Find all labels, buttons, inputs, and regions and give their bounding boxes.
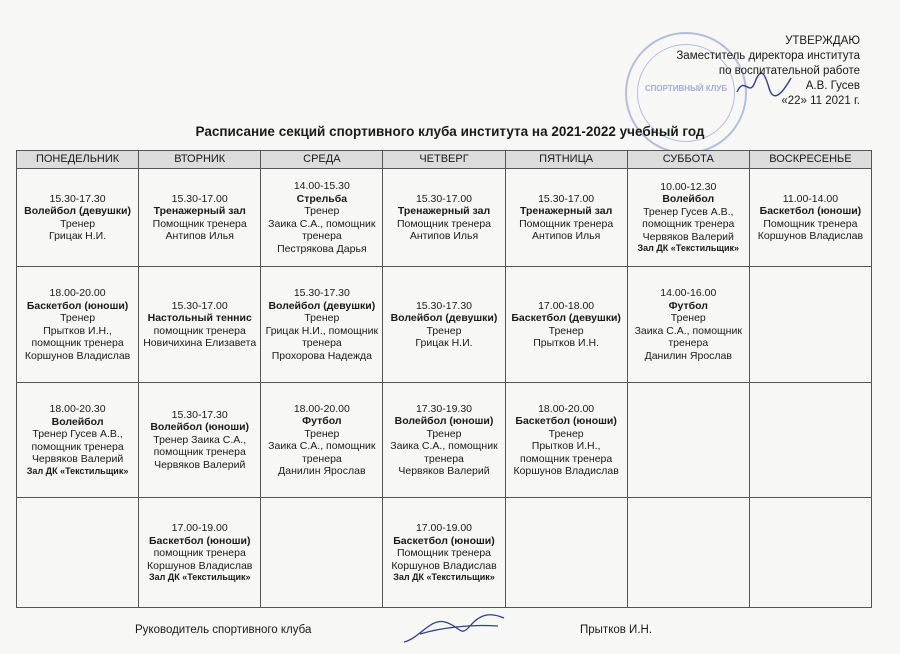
coach-info: Грицак Н.И. [49,230,107,242]
schedule-cell [17,267,139,383]
coach-info: Коршунов Владислав [24,349,131,362]
sport-name: Баскетбол (юноши) [148,534,251,547]
schedule-row [17,498,872,608]
coach-info: Пестрякова Дарья [277,242,367,255]
coach-info: Тренер Гусев А.В., помощник тренера Червяков Валерий [31,428,124,466]
day-header: СУББОТА [627,151,749,169]
coach-info: Заика С.А., помощник тренера [390,440,498,465]
session-time: 17.00-18.00 [538,299,595,312]
schedule-cell [261,267,383,383]
approval-position-1: Заместитель директора института [676,50,860,62]
coach-info: Коршунов Владислав [147,559,253,572]
session-time: 17.00-19.00 [171,522,228,534]
sport-name: Футбол [302,415,342,427]
approval-heading: УТВЕРЖДАЮ [785,35,860,47]
approval-block [640,34,860,109]
schedule-cell [627,267,749,383]
day-header: ПОНЕДЕЛЬНИК [17,151,139,169]
venue: Зал ДК «Текстильщик» [26,465,129,476]
schedule-row [17,267,872,383]
venue: Зал ДК «Текстильщик» [637,243,740,254]
coach-info: Тренер [304,427,340,440]
day-header: СРЕДА [261,151,383,169]
approval-date: «22» 11 2021 г. [781,95,860,107]
schedule-cell [505,498,627,608]
sport-name: Баскетбол (юноши) [26,299,129,312]
schedule-cell [139,498,261,608]
schedule-cell [749,498,871,608]
schedule-cell [261,169,383,267]
coach-info: Тренер [60,217,96,230]
coach-info: Помощник тренера [396,547,492,559]
approval-name: А.В. Гусев [805,80,860,92]
session-time: 15.30-17.00 [538,192,595,205]
session-time: 18.00-20.00 [49,287,106,299]
sport-name: Баскетбол (юноши) [393,534,495,547]
schedule-cell [139,383,261,498]
coach-info: Антипов Илья [165,230,234,242]
approval-position-2: по воспитательной работе [718,65,860,77]
session-time: 17.00-19.00 [415,522,473,534]
coach-info: Тренер [548,324,584,337]
footer-name: Прытков И.Н. [580,624,653,636]
session-time: 15.30-17.00 [415,192,473,205]
schedule-cell [261,383,383,498]
coach-info: Коршунов Владислав [513,465,619,477]
schedule-cell [505,169,627,267]
coach-info: Тренер [426,324,462,337]
session-time: 18.00-20.00 [293,402,350,415]
page-title: Расписание секций спортивного клуба института на 2021-2022 учебный год [195,124,705,139]
schedule-cell [17,383,139,498]
sport-name: Волейбол [51,415,104,428]
schedule-cell [627,498,749,608]
schedule-table [16,150,872,608]
session-time: 14.00-16.00 [660,287,717,299]
schedule-cell [17,169,139,267]
session-time: 15.30-17.30 [293,287,350,299]
sport-name: Тренажерный зал [397,205,491,217]
coach-info: Тренер [60,312,96,324]
sport-name: Волейбол (девушки) [390,312,498,324]
venue: Зал ДК «Текстильщик» [148,572,251,582]
coach-info: Тренер Заика С.А., помощник тренера Червяков Валерий [153,433,247,471]
club-head-signature [400,608,510,648]
day-header: ЧЕТВЕРГ [383,151,505,169]
sport-name: Волейбол (девушки) [268,299,376,312]
schedule-cell [505,383,627,498]
session-time: 10.00-12.30 [660,180,717,193]
sport-name: Волейбол (юноши) [394,415,494,427]
session-time: 15.30-17.30 [415,299,473,312]
stamp-text: СПОРТИВНЫЙ КЛУБ [644,84,728,93]
schedule-cell [17,498,139,608]
session-time: 15.30-17.30 [171,408,228,421]
coach-info: Антипов Илья [409,230,479,242]
sport-name: Волейбол [662,193,715,206]
coach-info: Данилин Ярослав [644,349,732,362]
footer-role: Руководитель спортивного клуба [135,624,312,636]
session-time: 18.00-20.30 [49,403,106,416]
schedule-cell [627,383,749,498]
day-header: ПЯТНИЦА [505,151,627,169]
schedule-row [17,169,872,267]
schedule-cell [383,498,505,608]
coach-info: Антипов Илья [531,230,601,242]
coach-info: Тренер [426,427,462,440]
venue: Зал ДК «Текстильщик» [393,572,495,582]
coach-info: Прытков И.Н., помощник тренера [31,324,124,349]
coach-info: Прытков И.Н., помощник тренера [520,440,613,465]
day-header: ВОСКРЕСЕНЬЕ [749,151,871,169]
session-time: 15.30-17.00 [171,299,228,312]
schedule-row [17,383,872,498]
coach-info: Заика С.А., помощник тренера [268,217,376,242]
sport-name: Тренажерный зал [519,205,613,217]
schedule-cell [749,169,871,267]
coach-info: Тренер [304,312,340,324]
sport-name: Баскетбол (юноши) [759,205,862,217]
coach-info: Коршунов Владислав [391,559,497,572]
coach-info: Новичихина Елизавета [143,337,257,349]
sport-name: Футбол [668,299,708,312]
schedule-cell [749,383,871,498]
schedule-cell [383,383,505,498]
day-header: ВТОРНИК [139,151,261,169]
schedule-cell [627,169,749,267]
sport-name: Настольный теннис [147,312,252,324]
coach-info: Коршунов Владислав [757,230,864,242]
coach-info: Червяков Валерий [398,465,490,477]
session-time: 15.30-17.30 [49,192,106,205]
sport-name: Тренажерный зал [153,205,246,217]
schedule-cell [139,169,261,267]
coach-info: Тренер [548,427,584,440]
coach-info: Помощник тренера [763,217,858,230]
header-row [17,151,872,169]
session-time: 14.00-15.30 [293,180,350,192]
schedule-cell [749,267,871,383]
coach-info: Прохорова Надежда [271,349,372,362]
coach-info: Помощник тренера [152,217,247,230]
schedule-cell [505,267,627,383]
coach-info: помощник тренера [153,324,246,337]
sport-name: Баскетбол (юноши) [515,415,617,427]
coach-info: Тренер Гусев А.В., помощник тренера Червяков Валерий [642,205,735,243]
coach-info: Грицак Н.И., помощник тренера [265,324,379,349]
schedule-cell [383,169,505,267]
session-time: 11.00-14.00 [782,192,839,205]
sport-name: Волейбол (девушки) [24,205,131,217]
session-time: 15.30-17.00 [171,192,228,205]
coach-info: Прытков И.Н. [533,337,600,349]
coach-info: Тренер [670,312,706,324]
coach-info: Тренер [304,205,340,217]
session-time: 18.00-20.00 [538,402,595,415]
coach-info: Помощник тренера [519,217,614,230]
sport-name: Волейбол (юноши) [150,421,250,434]
session-time: 17.30-19.30 [415,402,473,415]
coach-info: Грицак Н.И. [415,337,473,349]
schedule-cell [139,267,261,383]
schedule-cell [261,498,383,608]
coach-info: Заика С.А., помощник тренера [268,440,376,465]
sport-name: Баскетбол (девушки) [511,312,621,324]
coach-info: Заика С.А., помощник тренера [634,324,742,349]
sport-name: Стрельба [296,192,348,205]
coach-info: помощник тренера [153,547,246,559]
coach-info: Данилин Ярослав [278,465,366,477]
schedule-cell [383,267,505,383]
coach-info: Помощник тренера [396,217,492,230]
